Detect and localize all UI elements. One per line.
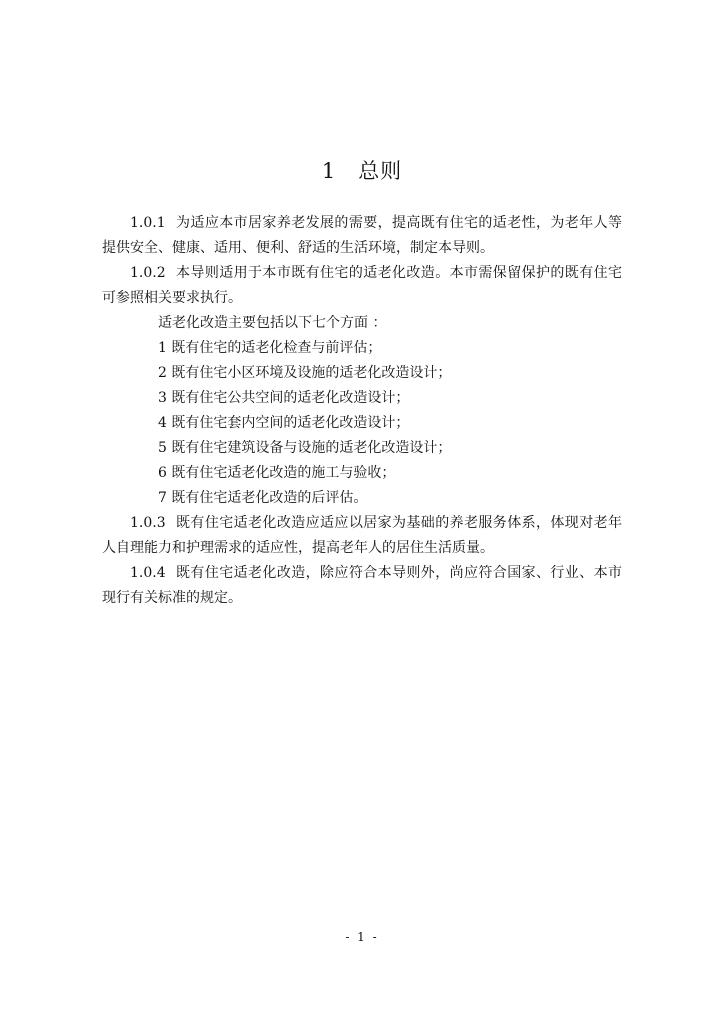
clause-text: 既有住宅适老化改造应适应以居家为基础的养老服务体系，体现对老年人自理能力和护理需求的适应性，提高老年人的居住生活质量。 bbox=[102, 515, 622, 556]
document-body bbox=[102, 211, 622, 611]
clause-text: 本导则适用于本市既有住宅的适老化改造。本市需保留保护的既有住宅可参照相关要求执行。 bbox=[102, 265, 622, 306]
chapter-number: 1 bbox=[321, 159, 337, 183]
scope-item-7: 7 既有住宅适老化改造的后评估。 bbox=[158, 490, 368, 506]
clause-number: 1.0.1 bbox=[130, 215, 166, 231]
page-number: - 1 - bbox=[345, 930, 379, 944]
clause-number: 1.0.4 bbox=[130, 565, 166, 581]
scope-item-5: 5 既有住宅建筑设备与设施的适老化改造设计； bbox=[158, 440, 452, 456]
scope-intro: 适老化改造主要包括以下七个方面 ： bbox=[158, 315, 387, 331]
clause-number: 1.0.3 bbox=[130, 515, 166, 531]
clause-1-0-1 bbox=[102, 211, 622, 261]
scope-item-3: 3 既有住宅公共空间的适老化改造设计； bbox=[158, 390, 410, 406]
clause-1-0-4 bbox=[102, 561, 622, 611]
chapter-heading bbox=[0, 156, 724, 186]
scope-item-6: 6 既有住宅适老化改造的施工与验收； bbox=[158, 465, 396, 481]
scope-item-4: 4 既有住宅套内空间的适老化改造设计； bbox=[158, 415, 410, 431]
clause-number: 1.0.2 bbox=[130, 265, 166, 281]
clause-text: 既有住宅适老化改造，除应符合本导则外，尚应符合国家、行业、本市现行有关标准的规定。 bbox=[102, 565, 622, 606]
chapter-title: 总则 bbox=[358, 159, 403, 183]
clause-1-0-3 bbox=[102, 511, 622, 561]
clause-text: 为适应本市居家养老发展的需要，提高既有住宅的适老性，为老年人等提供安全、健康、适用、便利、舒适的生活环境，制定本导则。 bbox=[102, 215, 622, 256]
clause-1-0-2 bbox=[102, 261, 622, 311]
scope-item-1: 1 既有住宅的适老化检查与前评估； bbox=[158, 340, 382, 356]
scope-item-2: 2 既有住宅小区环境及设施的适老化改造设计； bbox=[158, 365, 452, 381]
